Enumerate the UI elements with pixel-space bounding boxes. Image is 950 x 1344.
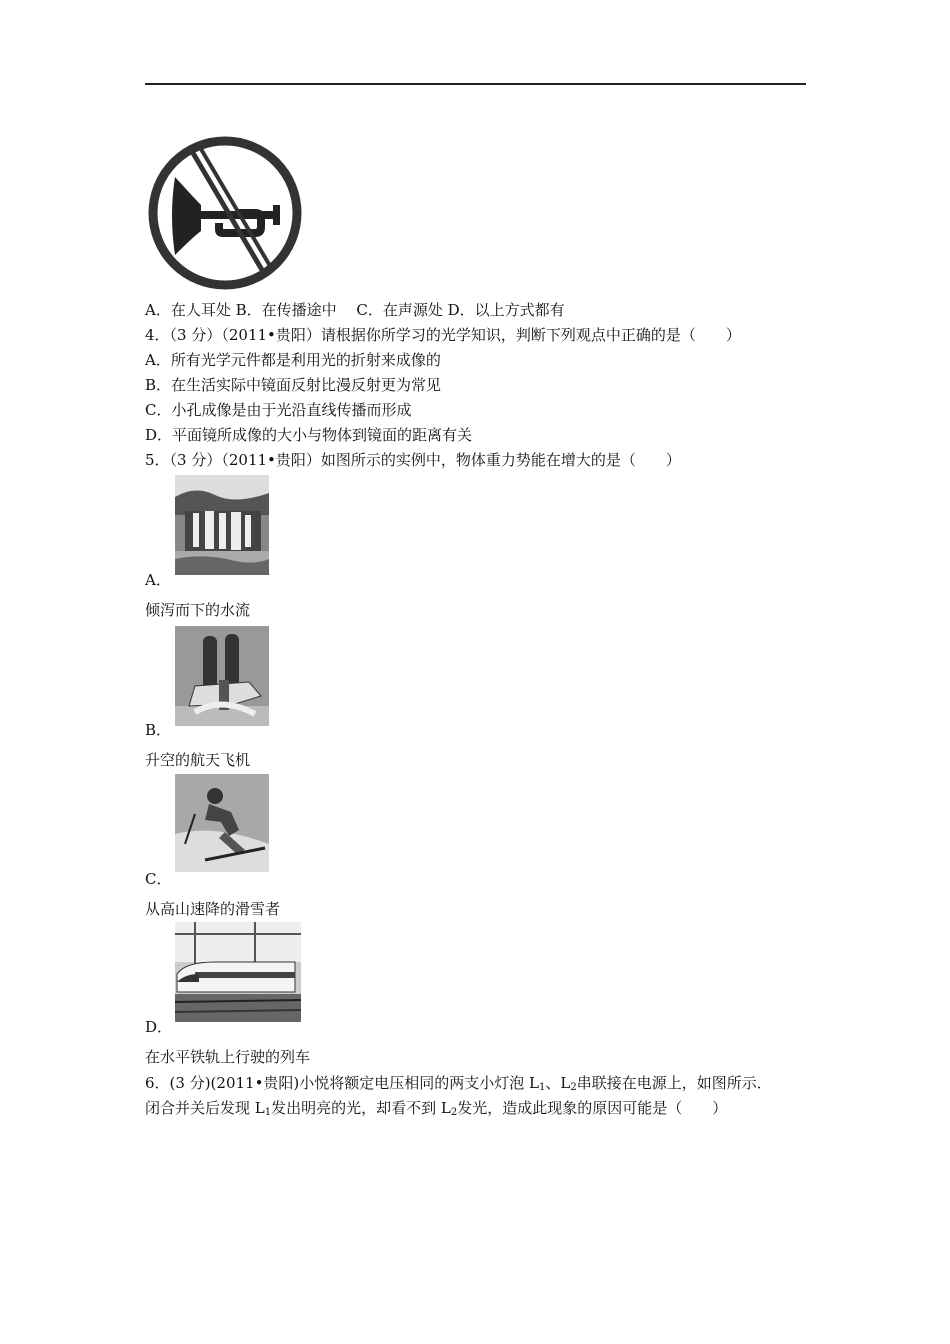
q5-option-d-letter: D． xyxy=(145,1018,173,1036)
q4-option-a: A．所有光学元件都是利用光的折射来成像的 xyxy=(145,351,441,369)
q5-option-b-caption: 升空的航天飞机 xyxy=(145,751,251,769)
q6-line2-text-a: 闭合并关后发现 L xyxy=(145,1099,265,1117)
q4-option-b: B．在生活实际中镜面反射比漫反射更为常见 xyxy=(145,376,442,394)
train-photo xyxy=(175,922,301,1022)
q6-line-1 xyxy=(145,1073,772,1093)
q5-option-b-letter: B． xyxy=(145,721,172,739)
q4-option-d: D．平面镜所成像的大小与物体到镜面的距离有关 xyxy=(145,426,473,444)
subscript-2: 2 xyxy=(450,1107,458,1118)
q6-line2-text-b: 发出明亮的光，却看不到 L xyxy=(271,1099,451,1117)
waterfall-photo xyxy=(175,475,269,575)
skier-photo xyxy=(175,774,269,872)
q6-line1-text-b: 、L xyxy=(545,1074,571,1092)
q5-option-c-caption: 从高山速降的滑雪者 xyxy=(145,900,281,918)
space-shuttle-photo xyxy=(175,626,269,726)
q6-line1-text-a: 6．(3 分)(2011•贵阳)小悦将额定电压相同的两支小灯泡 L xyxy=(145,1074,540,1092)
q6-line2-text-c: 发光，造成此现象的原因可能是（ ） xyxy=(457,1099,728,1117)
subscript-1: 1 xyxy=(264,1107,272,1118)
q5-option-a-caption: 倾泻而下的水流 xyxy=(145,601,251,619)
q6-line1-text-c: 串联接在电源上，如图所示． xyxy=(576,1074,772,1092)
subscript-2: 2 xyxy=(570,1082,577,1093)
q4-option-c: C．小孔成像是由于光沿直线传播而形成 xyxy=(145,401,412,419)
q5-option-a-letter: A． xyxy=(145,571,171,589)
header-rule xyxy=(145,83,806,85)
q4-stem: 4．（3 分）（2011•贵阳）请根据你所学习的光学知识，判断下列观点中正确的是（ ） xyxy=(145,326,741,344)
subscript-1: 1 xyxy=(539,1082,546,1093)
no-horn-sign-icon xyxy=(143,131,307,295)
q5-option-c-letter: C． xyxy=(145,870,172,888)
q3-options: A．在人耳处 B．在传播途中 C．在声源处 D．以上方式都有 xyxy=(145,301,565,319)
q5-stem: 5．（3 分）（2011•贵阳）如图所示的实例中，物体重力势能在增大的是（ ） xyxy=(145,451,681,469)
q5-option-d-caption: 在水平铁轨上行驶的列车 xyxy=(145,1048,311,1066)
q6-line-2 xyxy=(145,1098,727,1118)
